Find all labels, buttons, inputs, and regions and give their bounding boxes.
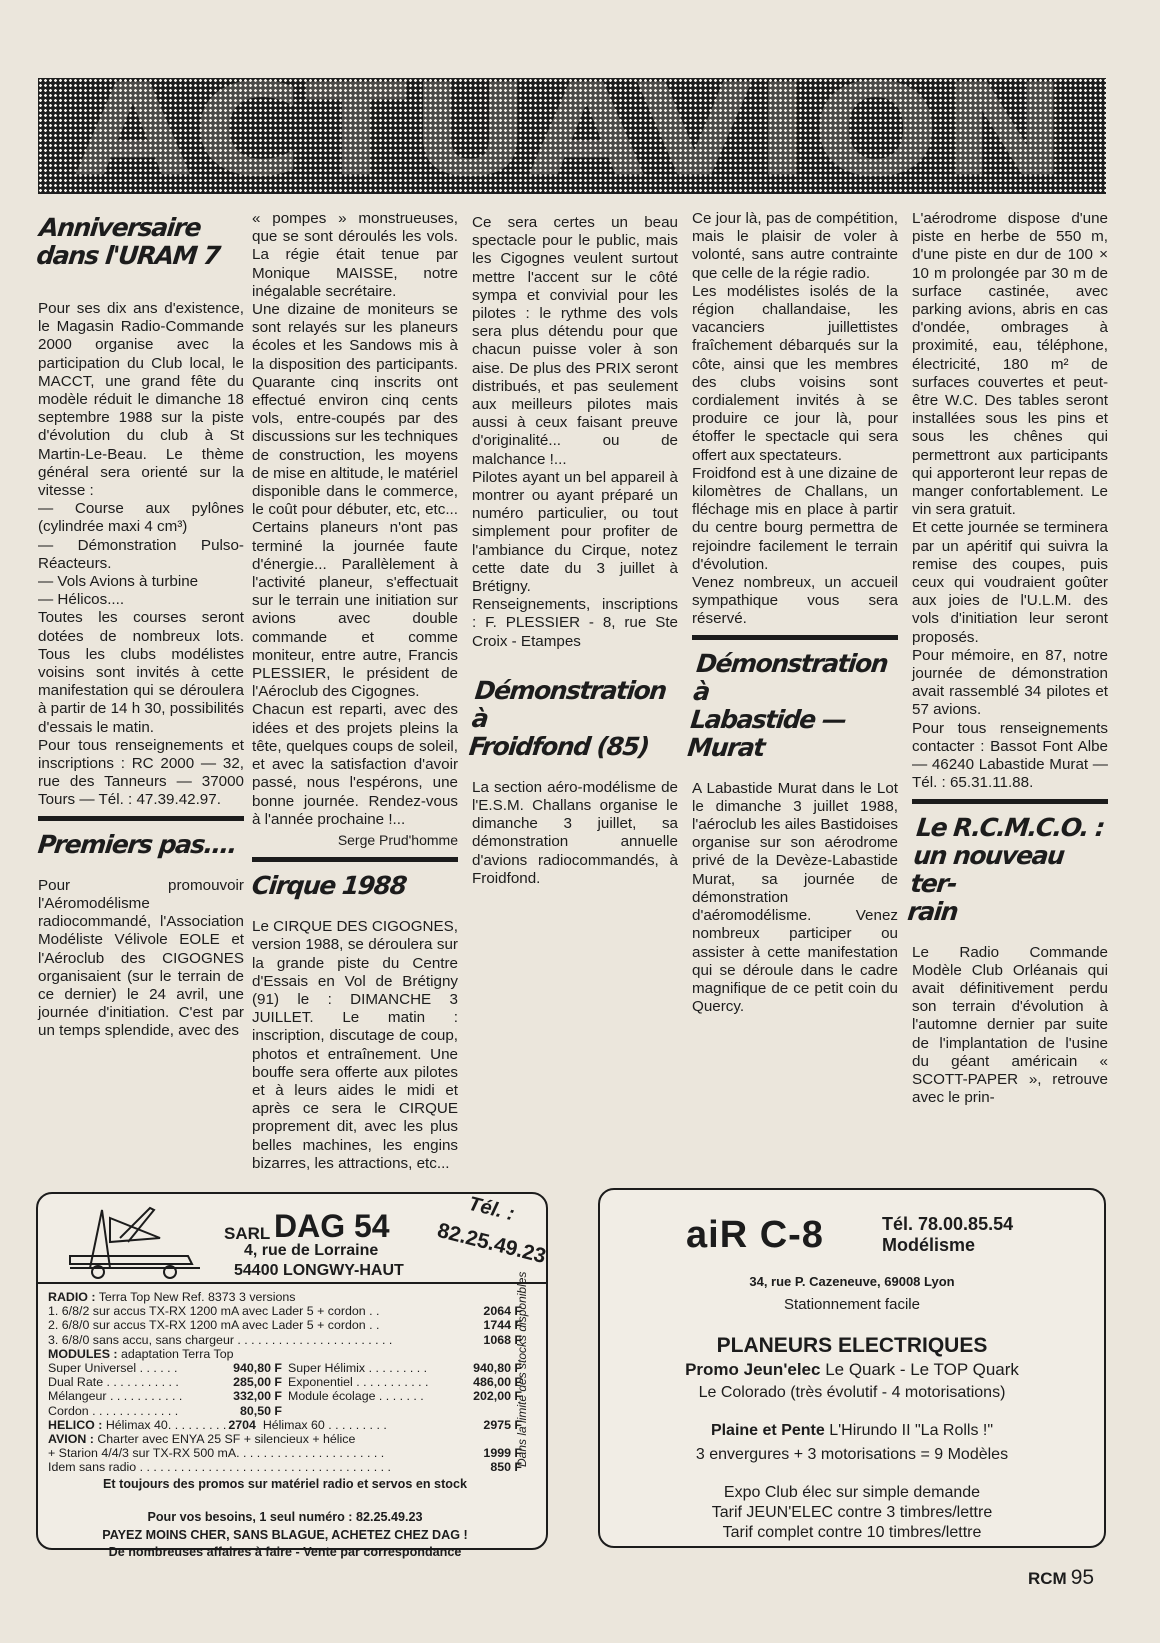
paragraph: Pilotes ayant un bel appareil à montrer ou ayant préparé un numéro particulier, ou tout simplement pour profiter de l'ambiance du Cirque, notez cette date du 3 juillet à Brétigny. [472,468,678,596]
company-name: DAG 54 [274,1208,390,1244]
item-label: Mélangeur . . . . . . . . . . . [48,1389,183,1404]
paragraph: Une dizaine de moniteurs se sont relayés sur les planeurs écoles et les Sandows mis à la disposition des participants. Quarante cinq inscrits ont effectué environ cinq cents vols, entre-coupés par des discussions sur les techniques de construction, les moyens de mise en altitude, le matériel disponible dans le commerce, le coût pour débuter, etc, etc... Certains planeurs n'ont pas terminé la journée faute d'énergie... Parallèlement à l'activité planeur, s'effectuait sur le terrain une initiation sur avions avec double commande et comme moniteur, entre autre, Francis PLESSIER, le président de l'Aéroclub des Cigognes. [252,301,458,701]
price-list [38,1271,546,1561]
item-price: 2975 F [483,1417,522,1432]
price-row [48,1333,522,1347]
tarif-line: Tarif complet contre 10 timbres/lettre [722,1524,982,1541]
heading-line: Labastide — [689,704,848,734]
item-label: 1. 6/8/2 sur accus TX-RX 1200 mA avec Lader 5 + cordon . . [48,1304,380,1319]
company-logo: aiR C-8 [686,1214,824,1256]
paragraph: Pour promouvoir l'Aéromodélisme radiocommandé, l'Association Modéliste Vélivole EOLE et l'Aéroclub des CIGOGNES organisaient (sur le terrain de ce dernier) le 24 avril, une journée d'initiation. C'est par un temps splendide, avec des [38,876,244,1040]
item-label: Idem sans radio . . . . . . . . . . . . . . . . . . . . . . . . . . . . . . . . . . . . . [48,1460,391,1475]
price-row [48,1404,282,1418]
paragraph: Les modélistes isolés de la région challandaise, les vacanciers juillettistes fraîchement débarqués sur la côte, ainsi que les membres des clubs voisins sont cordialement invités à se produire ce jour là, pour étoffer le spectacle qui sera offert aux spectateurs. [692,282,898,464]
column-4 [686,210,898,1138]
item-price: 2064 F [483,1304,522,1319]
item-price: 202,00 F [473,1389,522,1404]
company-type: SARL [224,1224,271,1243]
column-5 [906,210,1108,1138]
price-row [48,1361,282,1375]
paragraph: Pour ses dix ans d'existence, le Magasin Radio-Commande 2000 organise avec la participation du Club local, le MACCT, une grand fête du modèle réduit le dimanche 18 septembre 1988 sur la piste d'évolution du club à St Martin-Le-Beau. Le thème général sera orienté sur la vitesse : [38,300,244,500]
footer-line: Pour vos besoins, 1 seul numéro : 82.25.49.23 [147,1510,423,1525]
item-price: 1068 F [483,1332,522,1347]
tel-number: 82.25.49.23 [434,1218,549,1269]
section-desc: adaptation Terra Top [120,1346,234,1361]
section-desc: Charter avec ENYA 25 SF + silencieux + hélice [97,1432,356,1447]
paragraph: Chacun est reparti, avec des idées et des projets pleins la tête, quelques coups de soleil, et avec la satisfaction d'avoir passé, nous l'espérons, une bonne journée. Rendez-vous à l'année prochaine !... [252,701,458,828]
heading-line: un nouveau ter- [909,840,1066,898]
paragraph: Le CIRQUE DES CIGOGNES, version 1988, se déroulera sur la grande piste du Centre d'Essais en Vol de Brétigny (91) le : DIMANCHE 3 JUILLET. Le matin : inscription, discutage de coup, photos et entraînement. Une bouffe sera offerte aux pilotes et à leurs aides le midi et après ce sera le CIRQUE proprement dit, avec les plus belles machines, les engins bizarres, les attractions, etc... [252,918,458,1172]
ad-airc8 [598,1188,1106,1548]
section-label: MODULES : [48,1346,118,1361]
heading-line: dans l'URAM 7 [35,241,221,270]
paragraph: « pompes » monstrueuses, que se sont déroulés les vols. La régie était tenue par Monique MAISSE, notre inégalable secrétaire. [252,210,458,300]
promo-items: Le Quark - Le TOP Quark [825,1360,1019,1379]
tel-label: Tél. : [466,1192,517,1226]
price-row [48,1318,522,1332]
paragraph: Et cette journée se terminera par un apéritif qui suivra la remise des coupes, puis ceux qui voudraient goûter aux joies de l'U.L.M. des vols d'initiation leur seront proposés. [912,519,1108,646]
colorado-line: Le Colorado (très évolutif - 4 motorisations) [698,1384,1006,1401]
item-label: Cordon . . . . . . . . . . . . . [48,1403,179,1418]
paragraph: L'aérodrome dispose d'une piste en herbe de 550 m, d'une piste en dur de 100 × 10 m prolongée par 30 m de surface castinée, avec parking avions, abris en cas d'ondée, ombrages à proximité, eau, téléphone, électricité, 180 m² de surfaces couvertes et peut-être W.C. Des tables seront installées sous les pins et sous les chênes qui permettront aux participants qui apporteront leur repas de manger confortablement. Le vin sera gratuit. [912,210,1108,519]
item-price: 1999 F [483,1446,522,1461]
heading-premiers-pas: Premiers pas.... [36,829,238,859]
price-row [48,1460,522,1474]
heading-line: rain [906,896,959,926]
item-label: Dual Rate . . . . . . . . . . . [48,1375,179,1390]
section-label: RADIO : [48,1290,96,1304]
shop-type: Modélisme [882,1235,976,1255]
paragraph: Ce sera certes un beau spectacle pour le public, mais les Cigognes veulent surtout mettre l'accent sur le côté sympa et convivial pour les pilotes : le rythme des vols sera plus détendu pour que chacun puisse voler à son aise. De plus des PRIX seront distribués, et pas seulement aux meilleurs pilotes mais aussi à ceux faisant preuve d'originalité... ou de malchance !... [472,214,678,468]
footer-line: PAYEZ MOINS CHER, SANS BLAGUE, ACHETEZ CHEZ DAG ! [102,1527,468,1542]
paragraph: — Vols Avions à turbine [38,573,199,591]
heading-labastide [686,650,904,762]
paragraph: Renseignements, inscriptions : F. PLESSIER - 8, rue Ste Croix - Etampes [472,596,678,650]
section-banner [38,57,1106,205]
item-label: 3. 6/8/0 sans accu, sans chargeur . . . . . . . . . . . . . . . . . . . . . . . [48,1332,393,1347]
item-price: 2704 [228,1417,256,1432]
heading-cirque: Cirque 1988 [250,871,408,901]
item-price: 80,50 F [239,1403,282,1418]
paragraph: Pour tous renseignements contacter : Bassot Font Albe — 46240 Labastide Murat — Tél. : 65.31.11.88. [912,719,1108,792]
price-row [48,1389,282,1403]
item-price: 940,80 F [233,1361,282,1376]
radio-section [48,1290,522,1304]
price-row [48,1446,522,1460]
paragraph: A Labastide Murat dans le Lot le dimanche 3 juillet 1988, l'aéroclub les ailes Bastidoises organise sur son aérodrome privé de la Devèze-Labastide Murat, sa journée de démonstration d'aéromodélisme. Venez nombreux participer ou assister à cette manifestation qui se déroule dans le cadre magnifique de ce petit coin du Quercy. [692,779,898,1016]
paragraph: La section aéro-modélisme de l'E.S.M. Challans organise le dimanche 3 juillet, sa démonstration annuelle d'avions radiocommandés, à Froidfond. [472,778,678,887]
item-price: 486,00 F [473,1375,522,1390]
tarif-line: Tarif JEUN'ELEC contre 3 timbres/lettre [711,1504,993,1521]
magazine-name: RCM [1028,1569,1067,1588]
banner-title: ACTUAVION [74,57,1070,205]
item-label: 2. 6/8/0 sur accus TX-RX 1200 mA avec Lader 5 + cordon . . [48,1318,380,1333]
ad-dag54 [36,1192,549,1560]
item-label: Super Universel . . . . . . [48,1361,178,1376]
section-rule [692,635,898,640]
envergures-line: 3 envergures + 3 motorisations = 9 Modèles [695,1446,1009,1463]
article-uram [38,300,244,810]
column-2 [250,210,458,1172]
section-desc: Terra Top New Ref. 8373 3 versions [98,1290,296,1304]
paragraph: — Course aux pylônes (cylindrée maxi 4 cm³) [38,500,244,536]
modules-grid [48,1361,522,1418]
heading-line: Le R.C.M.C.O. : [914,812,1106,842]
item-price: 940,80 F [473,1361,522,1376]
headline: PLANEURS ELECTRIQUES [716,1334,988,1357]
plaine-line [600,1422,1104,1440]
heading-line: Démonstration à [692,648,889,706]
expo-line: Expo Club élec sur simple demande [723,1484,981,1501]
item-price: 285,00 F [233,1375,282,1390]
item-label: Hélimax 60 . . . . . . . . . [262,1417,387,1432]
section-rule [252,857,458,862]
section-label: AVION : [48,1432,94,1447]
item-label: Super Hélimix . . . . . . . . . [288,1361,428,1376]
item-label: Hélimax 40. . . . . . . . . [105,1417,227,1432]
page-footer [1028,1566,1094,1590]
stock-note: Dans la limite des stocks disponibles [515,1271,529,1467]
price-row [48,1375,282,1389]
promo-line: Et toujours des promos sur matériel radio et servos en stock [103,1476,467,1491]
tel-number: Tél. 78.00.85.54 [882,1214,1014,1234]
address-city: 54400 LONGWY-HAUT [234,1262,404,1279]
paragraph: Ce jour là, pas de compétition, mais le plaisir de voler à volonté, sans autre contrainte que celle de la régie radio. [692,210,898,282]
section-rule [38,816,244,821]
item-price: 1744 F [483,1318,522,1333]
paragraph: Venez nombreux, un accueil sympathique vous sera réservé. [692,574,898,628]
price-row [48,1304,522,1318]
address-street: 4, rue de Lorraine [244,1242,379,1259]
glider-car-illustration-icon [50,1198,210,1282]
parking-note: Stationnement facile [784,1296,920,1313]
plaine-label: Plaine et Pente [710,1422,825,1439]
heading-uram [35,214,247,270]
signature: Serge Prud'homme [337,831,458,848]
ad-header [38,1192,549,1284]
paragraph: Pour mémoire, en 87, notre journée de démonstration avait rassemblé 34 pilotes et 57 avions. [912,646,1108,719]
page-number: 95 [1070,1566,1095,1589]
price-row [288,1361,522,1375]
heading-line: Froidfond (85) [467,731,651,761]
item-price: 850 F [490,1460,522,1475]
promo-label: Promo Jeun'elec [685,1360,821,1379]
modules-section [48,1347,522,1361]
heading-line: Murat [686,732,766,762]
item-label: + Starion 4/4/3 sur TX-RX 500 mA. . . . . . . . . . . . . . . . . . . . . . [48,1446,385,1461]
paragraph: — Démonstration Pulso-Réacteurs. [38,536,244,572]
heading-line: Démonstration à [470,675,668,733]
item-label: Module écolage . . . . . . . [288,1389,424,1404]
heading-line: Anniversaire [38,213,202,242]
address: 34, rue P. Cazeneuve, 69008 Lyon [749,1274,955,1289]
item-price: 332,00 F [233,1389,282,1404]
promo-line [600,1360,1104,1380]
helico-row [48,1418,522,1432]
price-row [288,1389,522,1403]
plaine-items: L'Hirundo II "La Rolls !" [829,1422,994,1439]
column-1 [35,210,244,1138]
paragraph: Le Radio Commande Modèle Club Orléanais qui avait définitivement perdu son terrain d'évolution à l'automne dernier par suite de l'implantation de l'usine du géant américain « SCOTT-PAPER », retrouve avec le prin- [912,943,1108,1107]
paragraph: Froidfond est à une dizaine de kilomètres de Challans, un fléchage mis en place à partir du centre bourg permettra de rejoindre facilement le terrain d'évolution. [692,464,898,573]
avion-section [48,1432,522,1446]
price-row [288,1375,522,1389]
footer-line: De nombreuses affaires à faire - Vente par correspondance [108,1545,462,1560]
column-3 [467,214,678,1142]
section-rule [912,799,1108,804]
paragraph: Pour tous renseignements et inscriptions : RC 2000 — 32, rue des Tanneurs — 37000 Tours — Tél. : 47.39.42.97. [38,736,244,809]
item-label: Exponentiel . . . . . . . . . . . [288,1375,429,1390]
paragraph: Toutes les courses seront dotées de nombreux lots. Tous les clubs modélistes voisins sont invités à cette manifestation qui se déroulera à partir de 14 h 30, possibilités d'essais le matin. [38,609,244,736]
section-label: HELICO : [48,1417,103,1432]
heading-rcmco [906,814,1114,926]
heading-froidfond [468,677,683,761]
paragraph: — Hélicos.... [38,591,125,609]
tel-block [882,1214,1013,1256]
